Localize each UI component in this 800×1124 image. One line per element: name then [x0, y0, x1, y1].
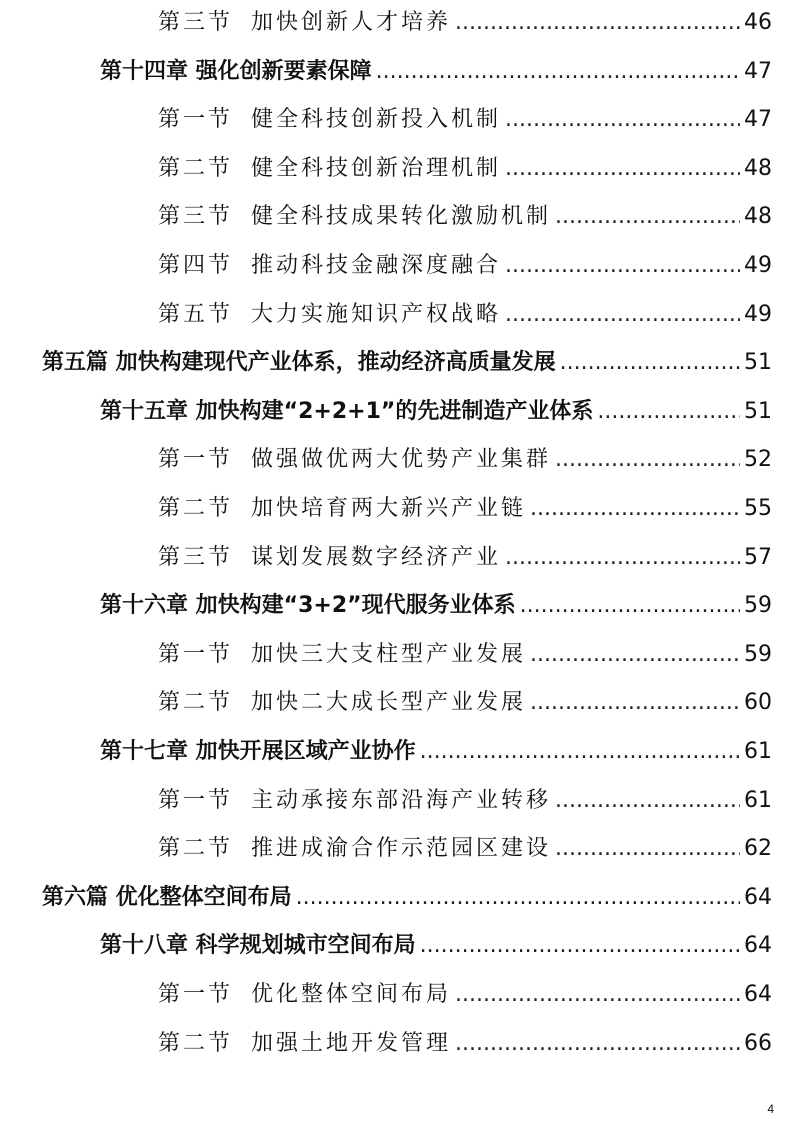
- toc-entry[interactable]: [100, 591, 772, 621]
- toc-entry[interactable]: [158, 251, 772, 281]
- toc-entry[interactable]: [100, 931, 772, 961]
- toc-entry-page: 57: [744, 544, 772, 570]
- toc-entry-page: 64: [744, 982, 772, 1007]
- toc-entry-text: 第十七章 加快开展区域产业协作: [100, 739, 416, 764]
- toc-entry-section-label: 第一节: [158, 787, 234, 813]
- toc-entry[interactable]: [42, 883, 772, 913]
- toc-leader-dots: [530, 640, 740, 670]
- toc-entry[interactable]: [158, 154, 772, 184]
- toc-entry-text: 第十六章 加快构建“3+2”现代服务业体系: [100, 593, 516, 619]
- toc-entry-text: 加快三大支柱型产业发展: [251, 641, 527, 667]
- toc-entry-title: [158, 1029, 451, 1059]
- toc-leader-dots: [505, 105, 740, 135]
- toc-entry-page: 47: [744, 107, 772, 133]
- toc-leader-dots: [555, 834, 740, 864]
- toc-entry-text: 健全科技成果转化激励机制: [251, 204, 552, 230]
- page-number: 4: [767, 1102, 774, 1116]
- toc-entry-text: 第十四章 强化创新要素保障: [100, 58, 372, 84]
- toc-entry-page: 61: [744, 739, 772, 764]
- toc-entry-section-label: 第一节: [158, 447, 234, 473]
- toc-entry-page: 60: [744, 690, 772, 716]
- toc-entry-section-label: 第五节: [158, 301, 234, 327]
- toc-entry-text: 加快二大成长型产业发展: [251, 690, 527, 716]
- toc-entry-text: 加强土地开发管理: [251, 1030, 452, 1056]
- toc-entry-text: 推进成渝合作示范园区建设: [251, 836, 552, 862]
- toc-entry-text: 健全科技创新治理机制: [251, 155, 502, 181]
- toc-entry-text: 健全科技创新投入机制: [251, 107, 502, 133]
- toc-entry[interactable]: [100, 57, 772, 87]
- toc-entry-page: 64: [744, 884, 772, 910]
- toc-leader-dots: [505, 251, 740, 281]
- toc-entry[interactable]: [158, 494, 772, 524]
- toc-entry-section-label: 第一节: [158, 641, 234, 667]
- toc-entry[interactable]: [158, 202, 772, 232]
- toc-entry-title: [100, 931, 416, 961]
- toc-entry-page: 46: [744, 10, 772, 35]
- toc-entry-section-label: 第一节: [158, 982, 234, 1007]
- toc-entry-text: 第五篇 加快构建现代产业体系，推动经济高质量发展: [42, 350, 556, 376]
- toc-entry-page: 51: [744, 350, 772, 376]
- toc-entry-page: 48: [744, 155, 772, 181]
- toc-entry[interactable]: [42, 348, 772, 378]
- toc-entry-title: [158, 786, 551, 816]
- toc-entry[interactable]: [158, 300, 772, 330]
- toc-leader-dots: [530, 494, 740, 524]
- toc-entry-title: [158, 494, 526, 524]
- toc-entry-text: 第十五章 加快构建“2+2+1”的先进制造产业体系: [100, 398, 594, 424]
- toc-entry-page: 49: [744, 253, 772, 278]
- toc-entry[interactable]: [158, 445, 772, 475]
- toc-entry-section-label: 第一节: [158, 107, 234, 133]
- toc-leader-dots: [597, 397, 740, 427]
- toc-leader-dots: [455, 8, 740, 38]
- toc-entry-text: 优化整体空间布局: [251, 982, 452, 1007]
- toc-leader-dots: [455, 1029, 740, 1059]
- toc-leader-dots: [560, 348, 740, 378]
- toc-leader-dots: [420, 737, 740, 767]
- toc-entry-title: [158, 251, 501, 281]
- toc-entry-page: 64: [744, 933, 772, 959]
- toc-entry-text: 主动承接东部沿海产业转移: [251, 787, 552, 813]
- toc-entry-section-label: 第二节: [158, 690, 234, 716]
- toc-leader-dots: [505, 154, 740, 184]
- toc-entry-title: [158, 300, 501, 330]
- toc-entry-page: 55: [744, 496, 772, 521]
- toc-entry-text: 大力实施知识产权战略: [251, 301, 502, 327]
- toc-entry-title: [158, 834, 551, 864]
- toc-entry-title: [158, 688, 526, 718]
- toc-entry-page: 49: [744, 301, 772, 327]
- toc-entry-section-label: 第三节: [158, 204, 234, 230]
- toc-entry-section-label: 第三节: [158, 544, 234, 570]
- toc-entry-title: [158, 980, 451, 1010]
- toc-entry[interactable]: [158, 8, 772, 38]
- toc-entry-title: [158, 445, 551, 475]
- toc-leader-dots: [296, 883, 740, 913]
- toc-entry-title: [158, 202, 551, 232]
- toc-entry-title: [158, 640, 526, 670]
- toc-entry-section-label: 第三节: [158, 10, 234, 35]
- toc-entry-title: [158, 8, 451, 38]
- toc-entry-title: [158, 105, 501, 135]
- toc-entry-page: 61: [744, 787, 772, 813]
- toc-leader-dots: [376, 57, 740, 87]
- toc-entry-page: 48: [744, 204, 772, 230]
- toc-entry-title: [100, 591, 516, 621]
- toc-entry-text: 做强做优两大优势产业集群: [251, 447, 552, 473]
- toc-leader-dots: [555, 202, 740, 232]
- toc-entry[interactable]: [158, 105, 772, 135]
- toc-entry-section-label: 第二节: [158, 496, 234, 521]
- toc-entry-page: 62: [744, 836, 772, 862]
- toc-leader-dots: [505, 543, 740, 573]
- toc-entry-page: 59: [744, 593, 772, 619]
- toc-entry-text: 第六篇 优化整体空间布局: [42, 884, 292, 910]
- toc-entry-section-label: 第二节: [158, 1030, 234, 1056]
- toc-leader-dots: [505, 300, 740, 330]
- toc-entry[interactable]: [158, 1029, 772, 1059]
- toc-entry-section-label: 第二节: [158, 836, 234, 862]
- toc-entry-text: 第十八章 科学规划城市空间布局: [100, 933, 416, 959]
- toc-entry[interactable]: [158, 688, 772, 718]
- toc-leader-dots: [555, 786, 740, 816]
- toc-entry[interactable]: [158, 834, 772, 864]
- toc-entry-page: 47: [744, 58, 772, 84]
- toc-entry-title: [100, 397, 593, 427]
- toc-entry-page: 59: [744, 641, 772, 667]
- toc-entry-page: 66: [744, 1030, 772, 1056]
- toc-entry[interactable]: [100, 397, 772, 427]
- toc-entry[interactable]: [158, 543, 772, 573]
- toc-entry-text: 加快创新人才培养: [251, 10, 452, 35]
- toc-entry-page: 51: [744, 398, 772, 424]
- toc-entry-text: 谋划发展数字经济产业: [251, 544, 502, 570]
- toc-entry[interactable]: [100, 737, 772, 767]
- toc-entry-text: 推动科技金融深度融合: [251, 253, 502, 278]
- toc-entry[interactable]: [158, 980, 772, 1010]
- toc-entry-title: [158, 543, 501, 573]
- toc-leader-dots: [455, 980, 740, 1010]
- toc-entry-title: [158, 154, 501, 184]
- toc-leader-dots: [530, 688, 740, 718]
- toc-leader-dots: [520, 591, 740, 621]
- toc-entry-section-label: 第二节: [158, 155, 234, 181]
- toc-entry[interactable]: [158, 786, 772, 816]
- toc-entry-page: 52: [744, 447, 772, 473]
- toc-entry-title: [100, 57, 372, 87]
- toc-leader-dots: [420, 931, 740, 961]
- toc-leader-dots: [555, 445, 740, 475]
- toc-entry-title: [42, 883, 292, 913]
- toc-entry[interactable]: [158, 640, 772, 670]
- toc-entry-title: [42, 348, 556, 378]
- toc-entry-text: 加快培育两大新兴产业链: [251, 496, 527, 521]
- toc-entry-title: [100, 737, 416, 767]
- toc-entry-section-label: 第四节: [158, 253, 234, 278]
